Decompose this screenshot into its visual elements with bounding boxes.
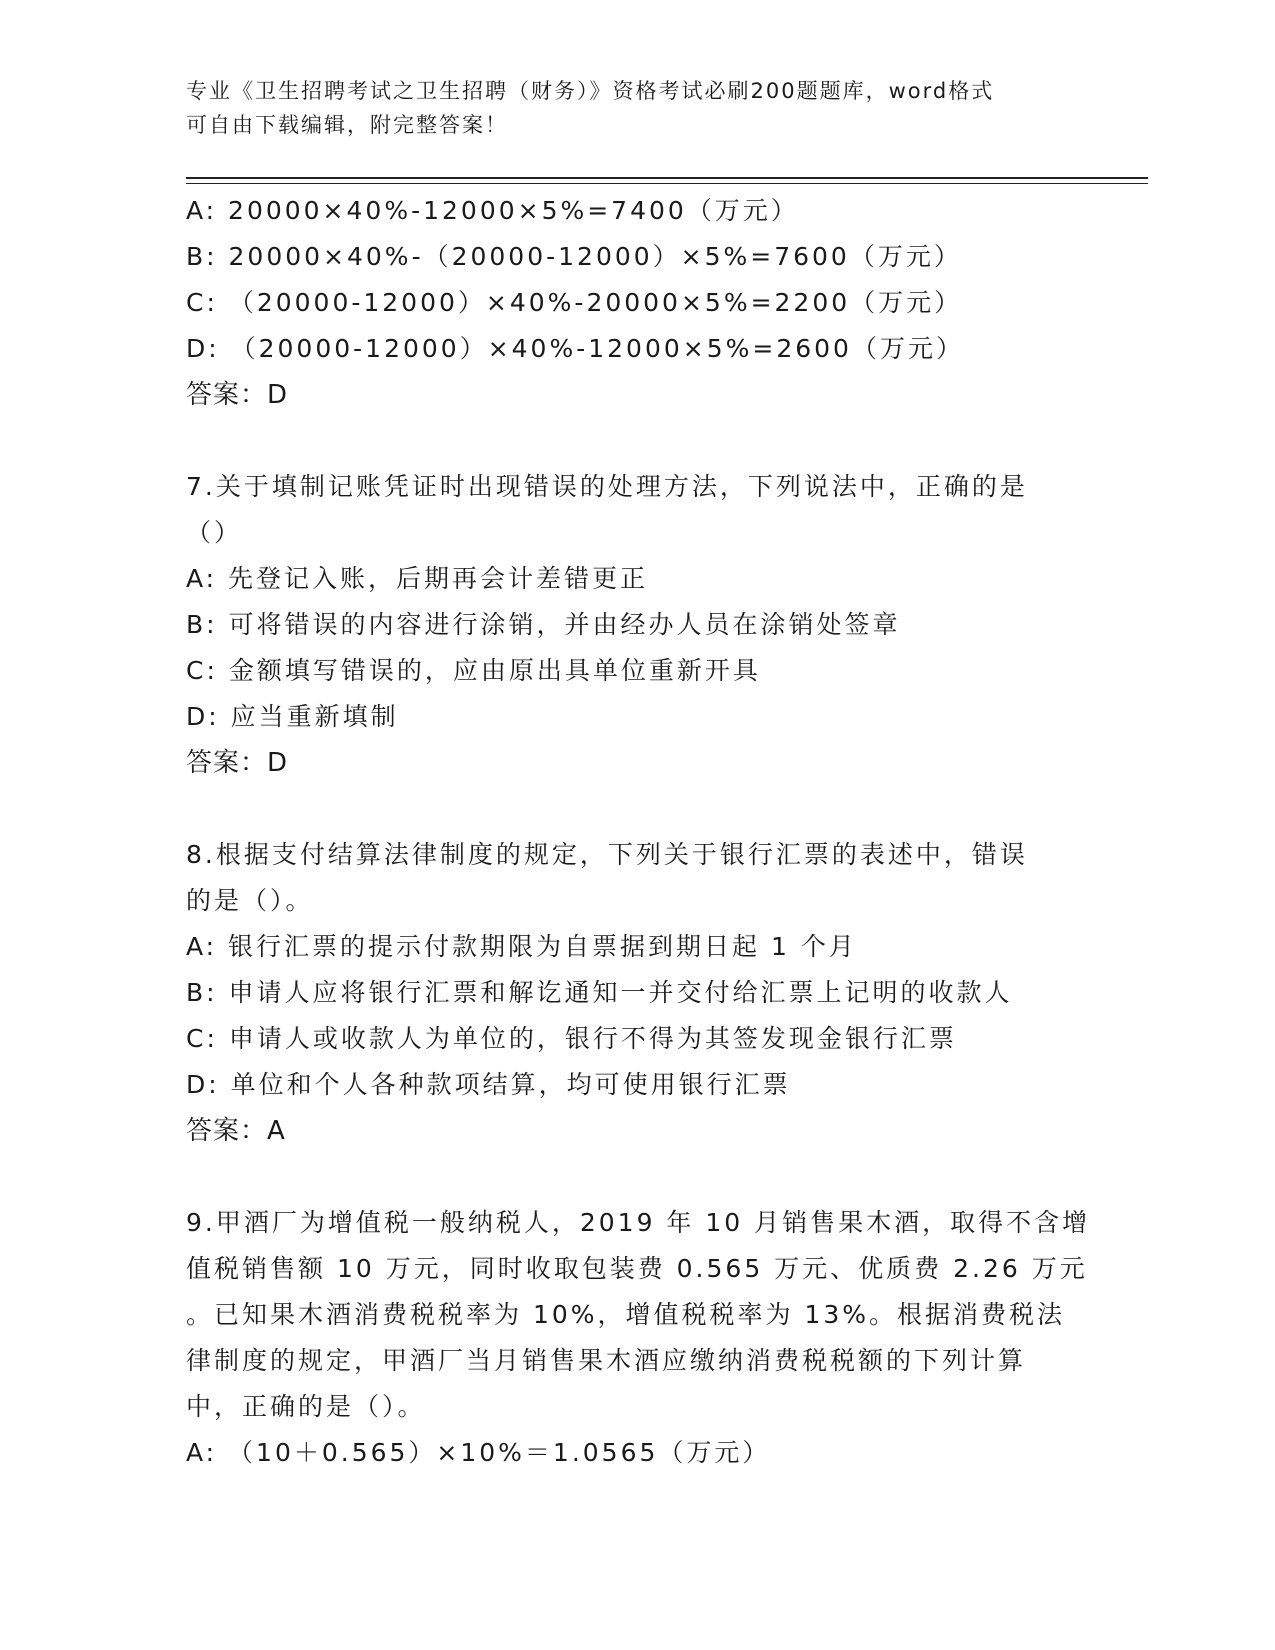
q9-stem-line-1: 9.甲酒厂为增值税一般纳税人，2019 年 10 月销售果木酒，取得不含增 (186, 1208, 1091, 1237)
spacer (186, 786, 1086, 832)
q7-option-b: B: 可将错误的内容进行涂销，并由经办人员在涂销处签章 (186, 610, 901, 639)
q8-option-b: B: 申请人应将银行汇票和解讫通知一并交付给汇票上记明的收款人 (186, 978, 1013, 1007)
q8-answer: 答案：A (186, 1116, 286, 1146)
header-divider-thin (186, 183, 1148, 184)
q6-answer: 答案：D (186, 380, 289, 410)
q8-stem-line-2: 的是（）。 (186, 886, 314, 915)
spacer (186, 1154, 1086, 1200)
question-6-block (186, 188, 1086, 418)
q9-stem-line-2: 值税销售额 10 万元，同时收取包装费 0.565 万元、优质费 2.26 万元 (186, 1254, 1088, 1283)
header-divider-thick (186, 177, 1148, 179)
q6-option-a: A: 20000×40%-12000×5%=7400（万元） (186, 196, 799, 225)
q6-option-c: C: （20000-12000）×40%-20000×5%=2200（万元） (186, 288, 963, 317)
document-header (186, 74, 1086, 142)
q9-stem-line-5: 中，正确的是（）。 (186, 1392, 426, 1421)
q9-stem-line-4: 律制度的规定，甲酒厂当月销售果木酒应缴纳消费税税额的下列计算 (186, 1346, 1027, 1375)
spacer (186, 418, 1086, 464)
q7-option-c: C: 金额填写错误的，应由原出具单位重新开具 (186, 656, 761, 685)
q6-option-d: D: （20000-12000）×40%-12000×5%=2600（万元） (186, 334, 964, 363)
question-content (186, 188, 1091, 1476)
q7-option-d: D: 应当重新填制 (186, 702, 399, 731)
q8-option-a: A: 银行汇票的提示付款期限为自票据到期日起 1 个月 (186, 932, 857, 961)
q8-stem-line-1: 8.根据支付结算法律制度的规定，下列关于银行汇票的表述中，错误 (186, 840, 1028, 869)
q6-option-b: B: 20000×40%-（20000-12000）×5%=7600（万元） (186, 242, 962, 271)
question-9-block (186, 1200, 1091, 1476)
header-line-1: 专业《卫生招聘考试之卫生招聘（财务）》资格考试必刷200题题库，word格式 (186, 79, 995, 103)
q7-stem-line-1: 7.关于填制记账凭证时出现错误的处理方法，下列说法中，正确的是 (186, 472, 1028, 501)
question-8-block (186, 832, 1086, 1154)
q8-option-d: D: 单位和个人各种款项结算，均可使用银行汇票 (186, 1070, 791, 1099)
question-7-block (186, 464, 1086, 786)
q9-stem-line-3: 。已知果木酒消费税税率为 10%，增值税税率为 13%。根据消费税法 (186, 1300, 1066, 1329)
q7-option-a: A: 先登记入账，后期再会计差错更正 (186, 564, 649, 593)
q7-stem-line-2: （） (186, 518, 243, 547)
q9-option-a: A: （10＋0.565）×10%＝1.0565（万元） (186, 1438, 771, 1467)
header-line-2: 可自由下载编辑，附完整答案！ (186, 113, 508, 137)
q7-answer: 答案：D (186, 748, 289, 778)
q8-option-c: C: 申请人或收款人为单位的，银行不得为其签发现金银行汇票 (186, 1024, 957, 1053)
